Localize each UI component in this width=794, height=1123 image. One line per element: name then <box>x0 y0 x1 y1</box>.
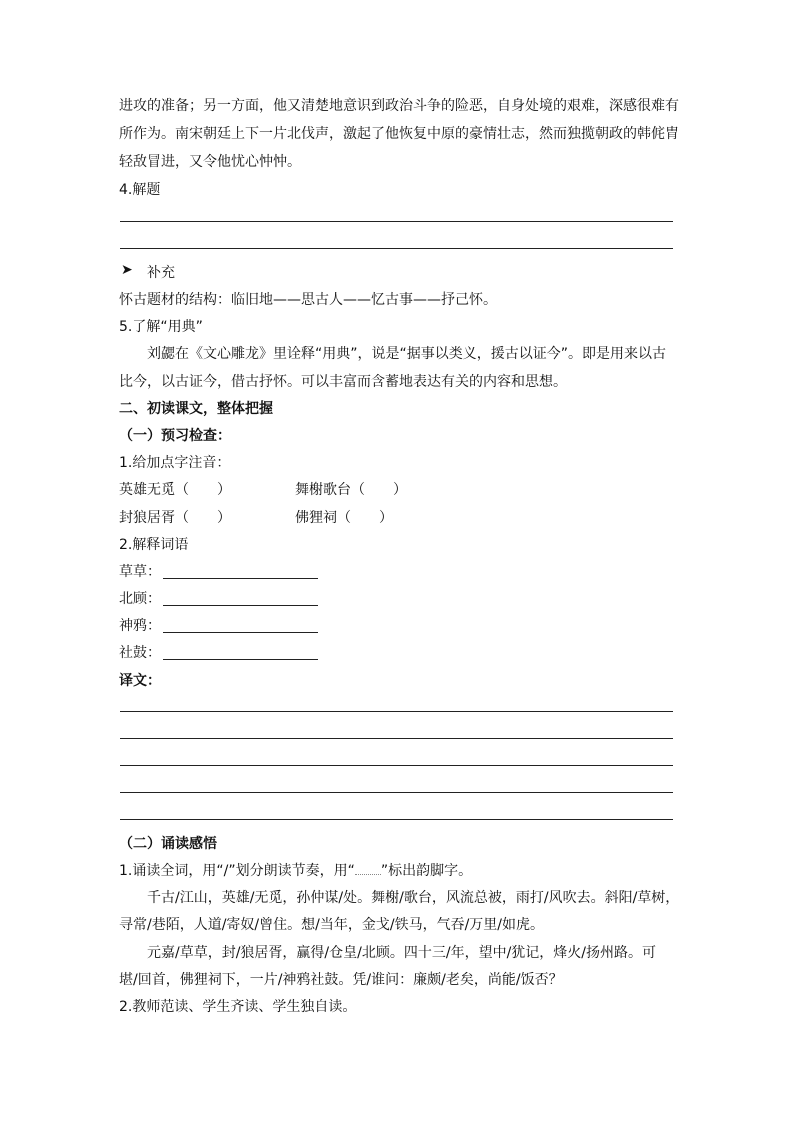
word-row <box>119 642 318 662</box>
preview-q1: 1.给加点字注音： <box>119 455 231 471</box>
section-5-line-1: 刘勰在《文心雕龙》里诠释“用典”，说是“据事以类义，援古以证今”。即是用来以古 <box>147 346 667 362</box>
preview-heading: （一）预习检查： <box>119 428 231 444</box>
word-row <box>119 615 318 635</box>
pinyin-item: 舞榭歌台（ ） <box>295 482 407 498</box>
fill-blank <box>163 564 318 579</box>
part-2-heading: 二、初读课文，整体把握 <box>119 401 273 417</box>
translation-label: 译文： <box>119 673 161 689</box>
pinyin-item: 英雄无觅（ ） <box>119 482 231 498</box>
preview-q2: 2.解释词语 <box>119 537 189 553</box>
intro-line-3: 轻敌冒进，又令他忧心忡忡。 <box>119 154 301 170</box>
answer-line <box>120 819 673 820</box>
word-label: 草草： <box>119 564 161 580</box>
word-label: 社鼓： <box>119 645 161 661</box>
word-label: 北顾： <box>119 591 161 607</box>
recite-q2: 2.教师范读、学生齐读、学生独自读。 <box>119 999 357 1015</box>
answer-line <box>120 738 673 739</box>
fill-blank <box>163 645 318 660</box>
recite-q1: 1.诵读全词，用“/”划分朗读节奏，用“ ”标出韵脚字。 <box>119 863 473 879</box>
answer-line <box>120 248 673 249</box>
pinyin-item: 佛狸祠（ ） <box>295 510 393 526</box>
recite-heading: （二）诵读感悟 <box>119 836 217 852</box>
poem-p1-line-2: 寻常/巷陌，人道/寄奴/曾住。想/当年，金戈/铁马，气吞/万里/如虎。 <box>119 917 545 933</box>
intro-line-2: 所作为。南宋朝廷上下一片北伐声，激起了他恢复中原的豪情壮志，然而独揽朝政的韩侂胄 <box>119 126 679 142</box>
word-row <box>119 588 318 608</box>
supplement-text: 怀古题材的结构：临旧地——思古人——忆古事——抒己怀。 <box>119 292 497 308</box>
answer-line <box>120 792 673 793</box>
answer-line <box>120 765 673 766</box>
fill-blank <box>163 618 318 633</box>
poem-p2-line-2: 堪/回首，佛狸祠下，一片/神鸦社鼓。凭/谁问：廉颇/老矣，尚能/饭否？ <box>119 972 563 988</box>
poem-p2-line-1: 元嘉/草草，封/狼居胥，赢得/仓皇/北顾。四十三/年，望中/犹记，烽火/扬州路。可 <box>147 945 657 961</box>
answer-line <box>120 221 673 222</box>
poem-p1-line-1: 千古/江山，英雄/无觅，孙仲谋/处。舞榭/歌台，风流总被，雨打/风吹去。斜阳/草树， <box>147 890 680 906</box>
supplement-title: 补充 <box>147 265 175 281</box>
fill-blank <box>163 591 318 606</box>
intro-line-1: 进攻的准备；另一方面，他又清楚地意识到政治斗争的险恶，自身处境的艰难，深感很难有 <box>119 98 679 114</box>
section-5-line-2: 比今，以古证今，借古抒怀。可以丰富而含蓄地表达有关的内容和思想。 <box>119 374 567 390</box>
wavy-underline-sample <box>355 864 381 875</box>
answer-line <box>120 711 673 712</box>
pinyin-item: 封狼居胥（ ） <box>119 510 231 526</box>
section-4-heading: 4.解题 <box>119 182 161 198</box>
bullet-arrow-icon: ➤ <box>121 262 133 278</box>
word-row <box>119 561 318 581</box>
section-5-heading: 5.了解“用典” <box>119 319 203 335</box>
word-label: 神鸦： <box>119 618 161 634</box>
